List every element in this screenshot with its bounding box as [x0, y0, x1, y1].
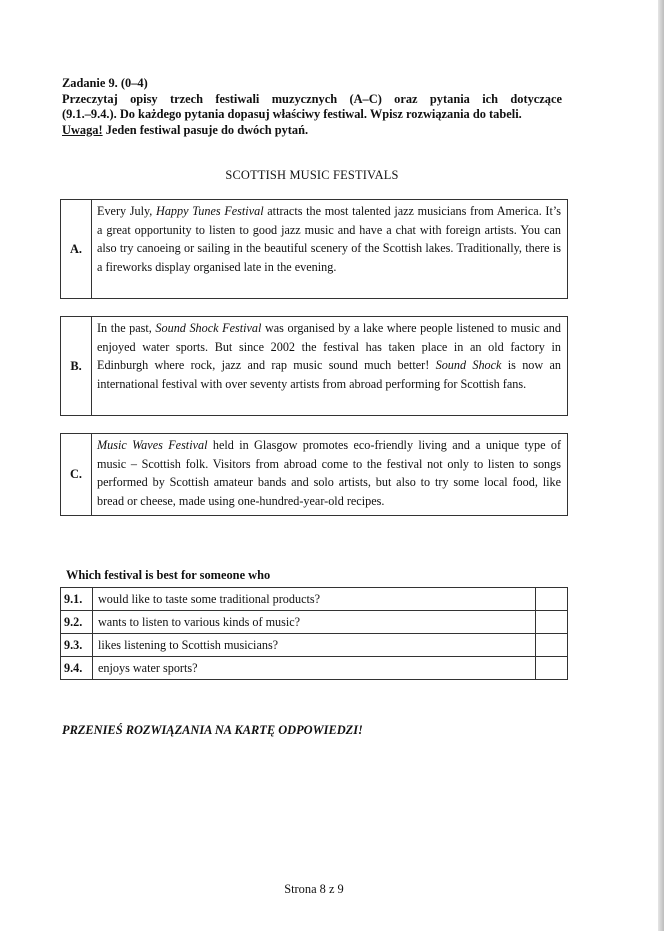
question-number: 9.1. — [61, 588, 93, 611]
question-text: likes listening to Scottish musicians? — [93, 634, 536, 657]
instruction-line-1: Przeczytaj opisy trzech festiwali muzycznych (A–C) oraz pytania ich dotyczące — [62, 91, 562, 106]
festival-b — [60, 316, 568, 416]
festival-letter: A. — [61, 200, 92, 298]
answer-cell[interactable] — [536, 588, 568, 611]
festival-a — [60, 199, 568, 299]
festival-description — [92, 200, 567, 298]
note-text: Jeden festiwal pasuje do dwóch pytań. — [102, 122, 309, 137]
answer-cell[interactable] — [536, 657, 568, 680]
festival-name: Music Waves Festival — [97, 438, 208, 452]
festival-c — [60, 433, 568, 516]
question-number: 9.4. — [61, 657, 93, 680]
festival-name: Sound Shock — [435, 358, 502, 372]
table-row — [61, 634, 568, 657]
note — [62, 123, 562, 139]
questions-heading: Which festival is best for someone who — [66, 568, 271, 582]
question-text: wants to listen to various kinds of music? — [93, 611, 536, 634]
table-row — [61, 611, 568, 634]
question-text: would like to taste some traditional products? — [93, 588, 536, 611]
festival-name: Sound Shock Festival — [155, 321, 262, 335]
page-number: Strona 8 z 9 — [284, 882, 344, 896]
answer-cell[interactable] — [536, 611, 568, 634]
table-row — [61, 657, 568, 680]
answer-cell[interactable] — [536, 634, 568, 657]
festival-description — [92, 317, 567, 415]
note-label: Uwaga! — [62, 122, 103, 137]
page-edge — [658, 0, 664, 931]
festival-letter: B. — [61, 317, 92, 415]
table-row — [61, 588, 568, 611]
festival-text: Every July, — [97, 204, 157, 218]
transfer-note: PRZENIEŚ ROZWIĄZANIA NA KARTĘ ODPOWIEDZI! — [62, 723, 363, 737]
instruction-line-2: (9.1.–9.4.). Do każdego pytania dopasuj właściwy festiwal. Wpisz rozwiązania do tabeli. — [62, 107, 522, 121]
festival-text: held in Glasgow promotes eco-friendly living and a unique type of music – Scottish folk. Visitors from abroad come to the festival not only to listen to songs performed by Scottish amateur bands and solo artists, but also to try some local food, like bread or cheese, made using one-hundred-year-old recipes. — [97, 438, 562, 508]
question-number: 9.2. — [61, 611, 93, 634]
task-header — [62, 76, 562, 138]
festival-text: was organised by a lake where people listened to music and enjoyed water sports. But since 2002 the festival has taken place in an old factory in Edinburgh where rock, jazz and rap music sound much better! — [97, 321, 561, 372]
task-title: Zadanie 9. (0–4) — [62, 76, 148, 90]
section-title: SCOTTISH MUSIC FESTIVALS — [225, 168, 399, 182]
festival-text: attracts the most talented jazz musicians from America. It’s a great opportunity to listen to good jazz music and have a chat with foreign artists. You can also try canoeing or sailing in the beautiful scenery of the Scottish lakes. Traditionally, there is a fireworks display organised late in the evening. — [97, 204, 561, 274]
questions-table — [60, 587, 568, 680]
question-number: 9.3. — [61, 634, 93, 657]
festival-letter: C. — [61, 434, 92, 515]
festival-text: In the past, — [97, 321, 156, 335]
festival-description — [92, 434, 567, 515]
question-text: enjoys water sports? — [93, 657, 536, 680]
festival-name: Happy Tunes Festival — [156, 204, 264, 218]
festival-text: is now an international festival with over seventy artists from abroad performing for Scottish fans. — [97, 358, 561, 391]
